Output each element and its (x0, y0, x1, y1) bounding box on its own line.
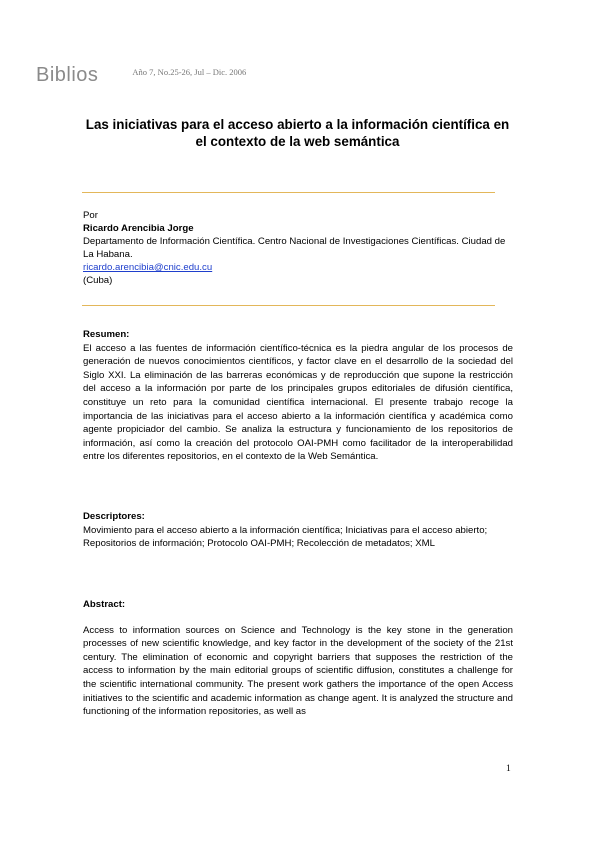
resumen-heading: Resumen: (83, 329, 130, 340)
bottom-divider (82, 305, 495, 306)
resumen-text: El acceso a las fuentes de información científico-técnica es la piedra angular de los procesos de generación de nuevos conocimientos científicos, y factor clave en el desarrollo de la sociedad del Siglo XXI. La eliminación de las barreras económicas y de reproducción que supone la restricción del acceso a la información por parte de los principales grupos editoriales de difusión científica, constituye un reto para la comunidad científica internacional. El presente trabajo recoge la importancia de las iniciativas para el acceso abierto a la información científica y académica como agente propiciador del cambio. Se analiza la estructura y funcionamiento de los repositorios de información, así como la creación del protocolo OAI-PMH como facilitador de la interoperabilidad entre los diferentes repositorios, en el contexto de la Web Semántica. (83, 342, 513, 463)
abstract-section (83, 598, 513, 719)
descriptores-heading: Descriptores: (83, 511, 145, 522)
page-number: 1 (506, 764, 511, 774)
article-title: Las iniciativas para el acceso abierto a la información científica en el contexto de la web semántica (85, 117, 510, 149)
author-affiliation: Departamento de Información Científica. Centro Nacional de Investigaciones Científicas. Ciudad de La Habana. (83, 236, 506, 260)
journal-logo: Biblios (36, 64, 99, 86)
author-by: Por (83, 210, 98, 221)
top-divider (82, 192, 495, 193)
abstract-text: Access to information sources on Science and Technology is the key stone in the generation processes of new scientific knowledge, and key factor in the development of the society of the 21st century. The elimination of economic and copyright barriers that supposes the restriction of the access to information by the main editorial groups of scientific diffusion, constitutes a challenge for the scientific international community. The present work gathers the importance of the open Access initiatives to the scientific and academic information as change agent. It is analyzed the structure and functioning of the information repositories, as well as (83, 624, 513, 718)
author-block (83, 209, 513, 287)
author-name: Ricardo Arencibia Jorge (83, 223, 194, 234)
author-email-link[interactable]: ricardo.arencibia@cnic.edu.cu (83, 262, 213, 273)
abstract-heading: Abstract: (83, 599, 126, 610)
resumen-section (83, 328, 513, 464)
journal-header (36, 64, 246, 87)
issue-info: Año 7, No.25-26, Jul – Dic. 2006 (132, 67, 247, 77)
descriptores-section (83, 510, 513, 551)
descriptores-text: Movimiento para el acceso abierto a la información científica; Iniciativas para el acceso abierto; Repositorios de información; Protocolo OAI-PMH; Recolección de metadatos; XML (83, 524, 488, 550)
author-country: (Cuba) (83, 275, 113, 286)
